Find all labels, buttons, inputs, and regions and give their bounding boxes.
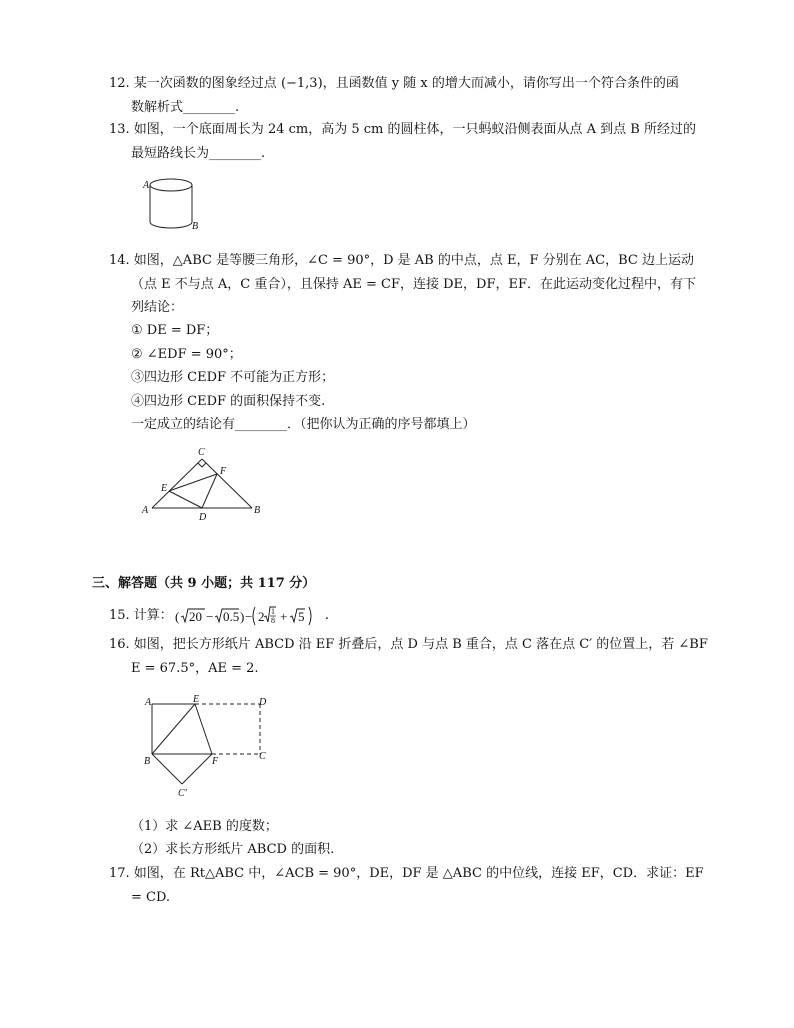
q16-line2: E = 67.5°，AE = 2.: [131, 661, 259, 676]
tri-label-b: B: [254, 505, 261, 516]
q15-formula: [175, 605, 325, 627]
q14-conclusion-4: ④四边形 CEDF 的面积保持不变.: [131, 394, 326, 409]
svg-text:20: 20: [188, 609, 202, 624]
rect-label-cprime: C′: [178, 788, 187, 799]
segment-fd: [202, 474, 217, 508]
section-title: 三、解答题（共 9 小题；共 117 分）: [92, 576, 316, 591]
q17-line2: = CD.: [131, 890, 171, 905]
segment-be: [152, 704, 195, 754]
svg-text:0.5: 0.5: [222, 609, 240, 624]
svg-text:−: −: [205, 609, 214, 624]
segment-cpf: [182, 754, 212, 784]
q12-line1: 12. 某一次函数的图象经过点 (−1,3)，且函数值 y 随 x 的增大而减小，请你写出一个符合条件的函: [109, 76, 679, 91]
rect-label-b: B: [144, 756, 151, 767]
tri-label-e: E: [161, 483, 168, 494]
tri-label-c: C: [198, 447, 205, 458]
svg-text:1: 1: [270, 607, 275, 616]
triangle-edf-figure: [140, 444, 270, 524]
q12-line2: 数解析式________.: [131, 100, 240, 115]
q15-line: [109, 605, 329, 627]
right-angle-mark: [198, 463, 206, 467]
tri-label-a: A: [142, 505, 149, 516]
q16-line1: 16. 如图，把长方形纸片 ABCD 沿 EF 折叠后，点 D 与点 B 重合，点 C 落在点 C′ 的位置上，若 ∠BF: [109, 637, 708, 652]
rect-label-e: E: [193, 694, 200, 705]
q16-sub2: （2）求长方形纸片 ABCD 的面积.: [131, 842, 335, 857]
q14-line1: 14. 如图，△ABC 是等腰三角形，∠C = 90°，D 是 AB 的中点，点 E，F 分别在 AC，BC 边上运动: [109, 253, 694, 268]
cyl-label-a: A: [143, 180, 150, 191]
q13-line2: 最短路线长为________.: [131, 146, 266, 161]
rect-label-c: C: [259, 751, 266, 762]
q13-line1: 13. 如图，一个底面周长为 24 cm，高为 5 cm 的圆柱体，一只蚂蚁沿侧表面从点 A 到点 B 所经过的: [109, 122, 696, 137]
tri-label-d: D: [199, 512, 207, 523]
tri-label-f: F: [220, 466, 227, 477]
segment-cb: [202, 459, 252, 508]
rect-label-d: D: [259, 697, 267, 708]
rect-label-f: F: [212, 756, 219, 767]
folded-rectangle-figure: [140, 692, 280, 802]
svg-text:+: +: [279, 609, 288, 624]
segment-bcp: [152, 754, 182, 784]
svg-text:2: 2: [257, 609, 265, 624]
q14-conclusion-1: ① DE = DF；: [131, 323, 219, 338]
svg-text:−: −: [244, 609, 253, 624]
svg-text:8: 8: [270, 616, 275, 625]
cylinder-bottom-arc: [150, 222, 192, 228]
q14-question: 一定成立的结论有________．（把你认为正确的序号都填上）: [131, 417, 476, 432]
q14-conclusion-2: ② ∠EDF = 90°；: [131, 347, 242, 362]
segment-ac: [152, 459, 202, 508]
segment-ed: [169, 491, 202, 508]
cyl-label-b: B: [192, 221, 199, 232]
segment-ef: [169, 474, 217, 491]
svg-text:(: (: [174, 609, 180, 624]
q14-line2: （点 E 不与点 A，C 重合），且保持 AE = CF，连接 DE，DF，EF．在此运动变化过程中，有下: [131, 277, 696, 292]
cylinder-top-ellipse: [150, 179, 192, 191]
q14-conclusion-3: ③四边形 CEDF 不可能为正方形；: [131, 370, 335, 385]
q15-suffix: .: [324, 608, 329, 623]
q14-line3: 列结论：: [131, 300, 184, 315]
cylinder-figure: [140, 172, 202, 236]
q17-line1: 17. 如图，在 Rt△ABC 中，∠ACB = 90°，DE，DF 是 △ABC 的中位线，连接 EF，CD．求证：EF: [109, 866, 704, 881]
q16-sub1: （1）求 ∠AEB 的度数；: [131, 819, 278, 834]
svg-text:): ): [239, 609, 245, 624]
rect-label-a: A: [145, 697, 152, 708]
svg-text:5: 5: [297, 609, 305, 624]
q15-prefix: 15. 计算：: [109, 608, 173, 623]
segment-ef: [195, 704, 212, 754]
